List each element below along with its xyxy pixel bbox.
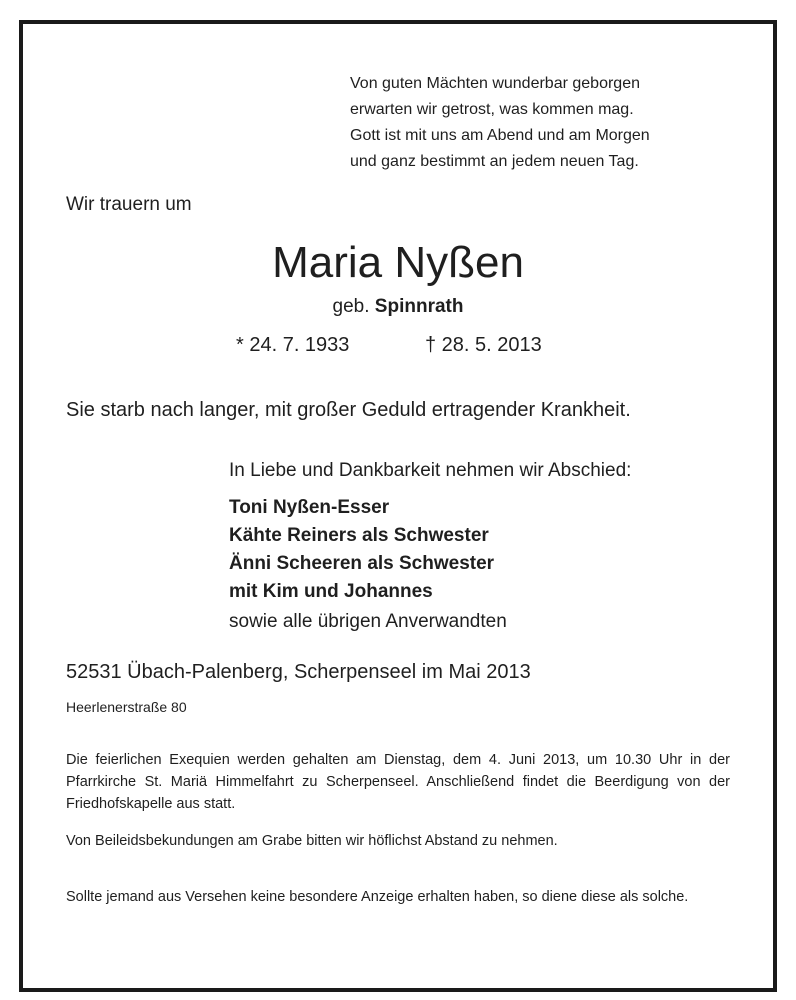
poem-line: Von guten Mächten wunderbar geborgen <box>350 75 640 92</box>
maiden-prefix: geb. <box>332 296 370 317</box>
mourner-name: mit Kim und Johannes <box>229 581 433 602</box>
intro-text: Wir trauern um <box>66 194 192 215</box>
street-address: Heerlenerstraße 80 <box>66 699 187 715</box>
mourner-name: Toni Nyßen-Esser <box>229 497 390 518</box>
maiden-name-line <box>23 297 773 316</box>
place-date: 52531 Übach-Palenberg, Scherpenseel im Mai 2013 <box>66 661 531 683</box>
poem-line: erwarten wir getrost, was kommen mag. <box>350 101 634 118</box>
mourner-name: Kähte Reiners als Schwester <box>229 525 489 546</box>
birth-date: * 24. 7. 1933 <box>236 334 350 356</box>
deceased-name: Maria Nyßen <box>272 238 524 287</box>
funeral-info-paragraph: Die feierlichen Exequien werden gehalten am Dienstag, dem 4. Juni 2013, um 10.30 Uhr in der Pfarrkirche St. Mariä Himmelfahrt zu Scherpenseel. Anschließend findet die Beerdigung von der Friedhofskapelle aus statt. <box>66 752 730 812</box>
death-date: † 28. 5. 2013 <box>425 334 542 356</box>
mourner-name: Änni Scheeren als Schwester <box>229 553 495 574</box>
poem <box>350 71 650 175</box>
statement-text: Sie starb nach langer, mit großer Geduld ertragender Krankheit. <box>66 399 631 421</box>
farewell-text: In Liebe und Dankbarkeit nehmen wir Abschied: <box>229 460 632 481</box>
notice-note-paragraph: Sollte jemand aus Versehen keine besondere Anzeige erhalten haben, so diene diese als solche. <box>66 889 689 905</box>
poem-line: Gott ist mit uns am Abend und am Morgen <box>350 127 650 144</box>
condolence-note-paragraph: Von Beileidsbekundungen am Grabe bitten wir höflichst Abstand zu nehmen. <box>66 833 558 849</box>
obituary-notice <box>19 20 777 992</box>
other-relatives-text: sowie alle übrigen Anverwandten <box>229 611 507 632</box>
mourners-list <box>229 494 494 606</box>
maiden-name: Spinnrath <box>374 296 464 317</box>
poem-line: und ganz bestimmt an jedem neuen Tag. <box>350 153 639 170</box>
